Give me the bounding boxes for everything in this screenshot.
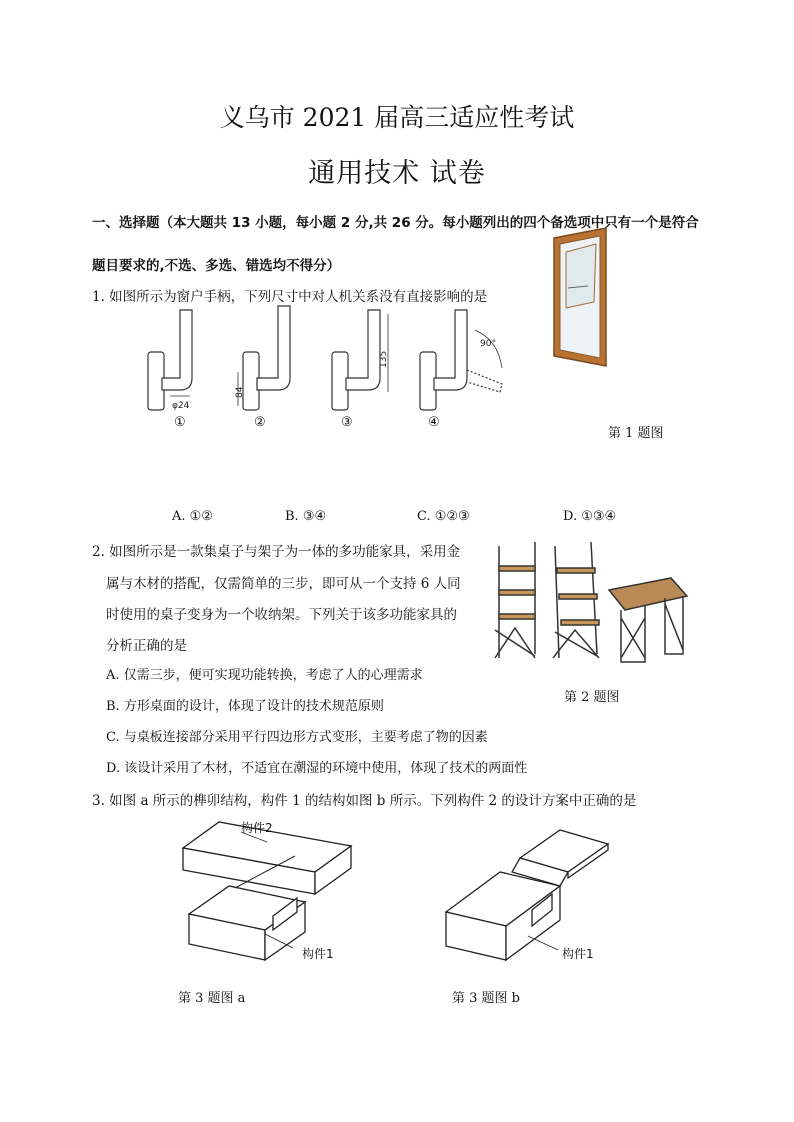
q1-option-b[interactable]: B. ③④	[285, 509, 327, 524]
section-heading-line2: 题目要求的,不选、多选、错选均不得分）	[92, 258, 341, 274]
q3-stem: 3. 如图 a 所示的榫卯结构，构件 1 的结构如图 b 所示。下列构件 2 的设计方案中正确的是	[92, 793, 637, 809]
q1-stem: 1. 如图所示为窗户手柄，下列尺寸中对人机关系没有直接影响的是	[92, 289, 488, 305]
q2-option-c[interactable]: C. 与桌板连接部分采用平行四边形方式变形，主要考虑了物的因素	[106, 730, 488, 745]
q3-label-part1-a: 构件1	[302, 947, 334, 961]
q2-stem-line4: 分析正确的是	[106, 638, 187, 654]
q2-stem-line2: 属与木材的搭配，仅需简单的三步，即可从一个支持 6 人同	[106, 576, 461, 592]
handle-2-drawing	[238, 306, 290, 410]
q2-furniture-image	[487, 538, 692, 668]
section-heading-line1: 一、选择题（本大题共 13 小题，每小题 2 分,共 26 分。每小题列出的四个备选项中只有一个是符合	[92, 215, 699, 231]
q3-figure-a	[175, 812, 365, 972]
q3-label-part2: 构件2	[241, 821, 273, 835]
exam-subtitle: 通用技术 试卷	[308, 158, 486, 189]
handle-1-drawing	[148, 310, 192, 410]
dim-label-phi24: φ24	[172, 401, 190, 411]
dim-label-135: 135	[379, 350, 389, 368]
q2-figure-caption: 第 2 题图	[564, 690, 620, 705]
q3-figure-b	[440, 820, 630, 970]
q2-stem-line3: 时使用的桌子变身为一个收纳架。下列关于该多功能家具的	[106, 607, 457, 623]
q1-option-c[interactable]: C. ①②③	[417, 509, 470, 524]
handle-label-3: ③	[341, 415, 353, 430]
q3-label-part1-b: 构件1	[562, 947, 594, 961]
q2-option-b[interactable]: B. 方形桌面的设计，体现了设计的技术规范原则	[106, 699, 384, 714]
handle-label-4: ④	[428, 415, 440, 430]
q2-option-a[interactable]: A. 仅需三步，便可实现功能转换，考虑了人的心理需求	[106, 668, 423, 683]
q2-option-d[interactable]: D. 该设计采用了木材，不适宜在潮湿的环境中使用，体现了技术的两面性	[106, 761, 528, 776]
dim-label-84: 84	[235, 386, 245, 398]
q1-option-a[interactable]: A. ①②	[172, 509, 213, 524]
q1-option-d[interactable]: D. ①③④	[563, 509, 617, 524]
q2-stem-line1: 2. 如图所示是一款集桌子与架子为一体的多功能家具，采用金	[92, 544, 461, 560]
handle-label-1: ①	[174, 415, 186, 430]
handle-label-2: ②	[254, 415, 266, 430]
exam-title: 义乌市 2021 届高三适应性考试	[219, 103, 575, 132]
q1-handles-figure	[130, 300, 530, 435]
q1-figure-caption: 第 1 题图	[608, 426, 664, 441]
handle-4-drawing	[420, 310, 502, 410]
q3-caption-a: 第 3 题图 a	[178, 991, 246, 1006]
q1-window-image	[548, 228, 618, 373]
q3-caption-b: 第 3 题图 b	[452, 991, 520, 1006]
dim-label-90deg: 90°	[480, 339, 496, 349]
